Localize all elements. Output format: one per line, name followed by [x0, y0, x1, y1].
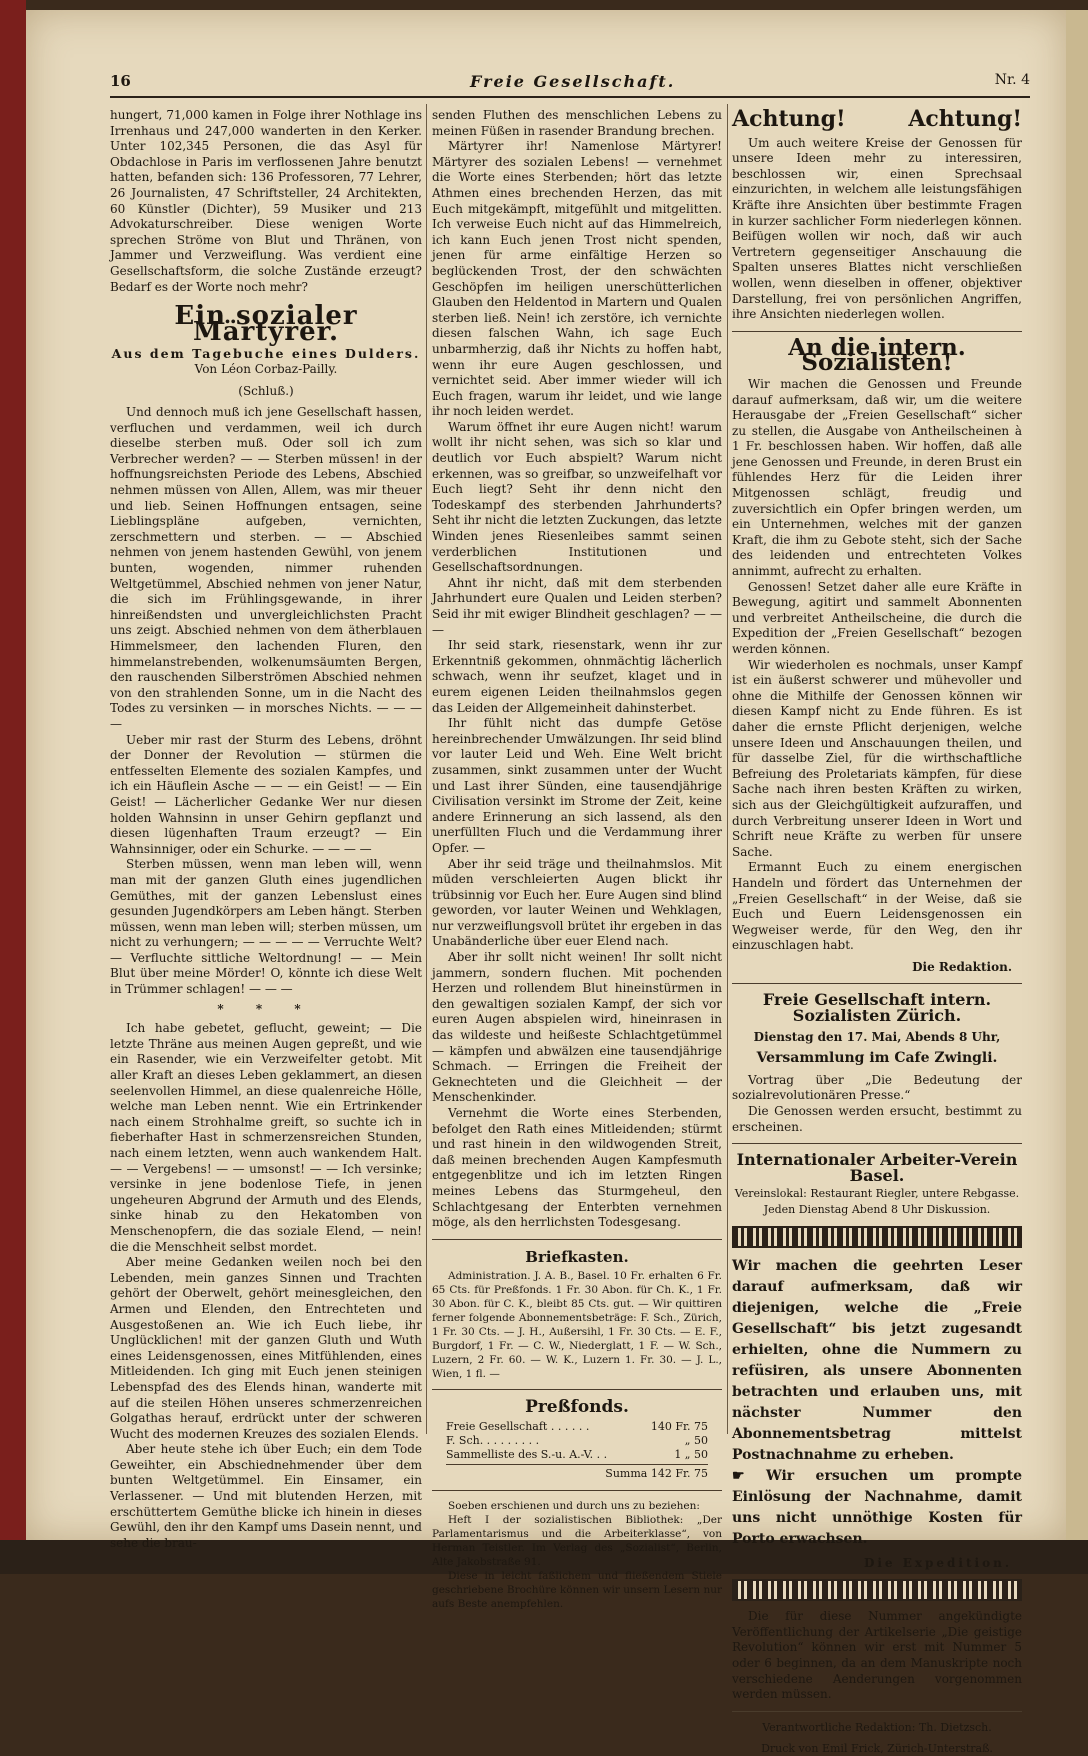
article-paragraph: Und dennoch muß ich jene Gesellschaft hassen, verfluchen und verdammen, weil ich durch dieselbe sterben muß. Oder soll ich zum Verbrecher werden? — — Sterben müssen! in der hoffnungsreichsten Periode des Lebens, Abschied nehmen müssen von Allen, Allem, was mir theuer und lieb. Seinen Hoffnungen entsagen, seine Lieblingspläne aufgeben, vernichten, zerschmettern und sterben. — — Abschied nehmen von jenem hastenden Gewühl, von jenem bunten, wogenden, nimmer ruhenden Weltgetümmel, Abschied nehmen von jener Natur, die sich im Frühlingsgewande, in ihrer hinreißendsten und unvergleichlichsten Pracht uns zeigt. Abschied nehmen von dem ätherblauen Himmelsmeer, den lachenden Fluren, den himmelanstrebenden, wolkenumsäumten Bergen, den rauschenden Silberströmen Abschied nehmen von den strahlenden Sonne, um in die Nacht des Todes zu versinken — in morsches Nichts. — — — —: [110, 405, 422, 731]
section-divider: [432, 1239, 722, 1240]
expedition-signature: Die Expedition.: [863, 1555, 1012, 1570]
column-divider: [727, 104, 728, 1434]
briefkasten-text: Administration. J. A. B., Basel. 10 Fr. erhalten 6 Fr. 65 Cts. für Preßfonds. 1 Fr. 30 Abon. für Ch. K., 1 Fr. 30 Abon. für C. K., bleibt 85 Cts. gut. — Wir quittiren ferner folgende Abonnementsbeträge: F. Sch., Zürich, 1 Fr. 30 Cts. — J. H., Außersihl, 1 Fr. 30 Cts. — E. F., Burgdorf, 1 Fr. — C. W., Niederglatt, 1 F. — W. Sch., Luzern, 2 Fr. 60. — W. K., Luzern 1. Fr. 30. — J. L., Wien, 1 fl. —: [432, 1270, 722, 1381]
article-paragraph: Ahnt ihr nicht, daß mit dem sterbenden Jahrhundert eure Qualen und Leiden sterben? Seid ihr mit ewiger Blindheit geschlagen? — — —: [432, 575, 722, 637]
achtung-heading: [732, 106, 1022, 132]
column-divider: [426, 104, 427, 1434]
article-paragraph: Vernehmt die Worte eines Sterbenden, befolget den Rath eines Mitleidenden; stürmt und rast hinein in den wildwogenden Streit, daß meinen brechenden Augen Kampfesmuth entgegenblitze und ich im letzten Ringen meines Lebens das Sturmgeheul, den Schlachtgesang der Enterbten vernehmen möge, als den herrlichsten Todesgesang.: [432, 1106, 722, 1230]
conclusion-note: (Schluß.): [238, 383, 294, 398]
achtung-right: Achtung!: [908, 106, 1022, 132]
article-paragraph: Märtyrer ihr! Namenlose Märtyrer! Märtyrer des sozialen Lebens! — vernehmet die Worte eines Sterbenden; hört das letzte Athmen eines brechenden Herzen, das mit Euch mitgekämpft, mitgefühlt und mitgelitten. Ich verweise Euch nicht auf das Himmelreich, ich kann Euch jenen Trost nicht spenden, jenen für arme einfältige Herzen so beglückenden Trost, der den schwächten Geschöpfen im heiligen unerschütterlichen Glauben den Heldentod in Martern und Qualen sterben ließ. Nein! ich zerstöre, ich vernichte diesen falschen Wahn, ich sage Euch unbarmherzig, daß ihr Nichts zu hoffen habt, wenn ihr eure Augen geschlossen, und vernichtet seid. Aber immer wieder will ich Euch fragen, warum ihr leidet, und wie lange ihr noch leiden werdet.: [432, 139, 722, 419]
article-paragraph: Aber heute stehe ich über Euch; ein dem Tode Geweihter, ein Abschiednehmender über dem bunten Weltgetümmel. Ein Einsamer, ein Verlassener. — Und mit blutenden Herzen, mit erschüttertem Gemüthe blicke ich hinein in dieses Gewühl, den ihr den Kampf ums Dasein nennt, und sehe die brau-: [110, 1442, 422, 1550]
article-paragraph: Ich habe gebetet, geflucht, geweint; — Die letzte Thräne aus meinen Augen gepreßt, und wie ein Rasender, wie ein Verzweifelter getobt. Mit aller Kraft an dieses Leben geklammert, an diesen seelenvollen Himmel, an diese qualenreiche Hölle, welche man Leben nennt. Wie ein Ertrinkender nach einem Strohhalme greift, so suchte ich in fieberhafter Hast in schmerzensreichen Stunden, nach einem letzten, wenn auch wankendem Halt. — — Vergebens! — — umsonst! — — Ich versinke; versinke in jene bodenlose Tiefe, in jenen ungeheuren Abgrund der Armuth und des Elends, sinke hinab zu den Hekatomben von Menschenopfern, die das soziale Elend, — nein! die die Menschheit selbst mordet.: [110, 1021, 422, 1254]
sozialisten-title: An die intern. Sozialisten!: [788, 333, 966, 377]
section-divider: [732, 331, 1022, 332]
fund-label: F. Sch. . . . . . . . .: [446, 1433, 540, 1447]
basel-event-title: Internationaler Arbeiter-Verein Basel.: [736, 1150, 1018, 1185]
section-divider: [432, 1389, 722, 1390]
column-3: [732, 108, 1022, 1756]
masthead: Freie Gesellschaft.: [470, 72, 676, 91]
article-paragraph: senden Fluthen des menschlichen Lebens zu meinen Füßen in rasender Brandung brechen.: [432, 108, 722, 138]
zurich-event-title: Freie Gesellschaft intern. Sozialisten Zürich.: [762, 990, 992, 1026]
ornamental-border: [732, 1579, 1022, 1601]
basel-event-time: Jeden Dienstag Abend 8 Uhr Diskussion.: [763, 1203, 991, 1216]
zurich-event-meeting: Versammlung im Cafe Zwingli.: [756, 1050, 998, 1067]
fund-amount: 140 Fr. 75: [650, 1419, 708, 1433]
sozialisten-paragraph: Genossen! Setzet daher alle eure Kräfte in Bewegung, agitirt und sammelt Abonnenten und verbreitet Antheilscheine, die durch die Expedition der „Freien Gesellschaft“ bezogen werden können.: [732, 579, 1022, 656]
column-2: [432, 108, 722, 1611]
page-number: 16: [110, 72, 131, 90]
basel-event-local: Vereinslokal: Restaurant Riegler, untere Rebgasse.: [734, 1187, 1020, 1201]
page-header: [110, 72, 1030, 96]
fund-label: Freie Gesellschaft . . . . . .: [446, 1419, 590, 1433]
pressfonds-table: [432, 1420, 722, 1482]
sozialisten-paragraph: Wir wiederholen es nochmals, unser Kampf ist ein äußerst schwerer und mühevoller und ohne die Mithilfe der Genossen können wir diesen Kampf nicht zu Ende führen. Es ist daher die ernste Pflicht derjenigen, welche unsere Ideen und Anschauungen theilen, und für dasselbe Ziel, für die wirthschaftliche Befreiung des Proletariats kämpfen, für diese Sache nach ihren besten Kräften zu wirken, sich aus der Gleichgültigkeit aufzuraffen, und durch Verbreitung unserer Ideen in Wort und Schrift neue Kräfte zu werben für unsere Sache.: [732, 657, 1022, 859]
pressfonds-title: Preßfonds.: [525, 1397, 629, 1418]
asterism: * * *: [217, 1001, 315, 1016]
section-divider: [732, 1143, 1022, 1144]
article-paragraph: Aber meine Gedanken weilen noch bei den Lebenden, mein ganzes Sinnen und Trachten gehört der Oberwelt, gehört meinesgleichen, den Armen und Elenden, den Entrechteten und Ausgestoßenen an. Wie ich Euch liebe, ihr Unglücklichen! mit der ganzen Gluth und Wuth eines Leidensgenossen, eines Mitfühlenden, eines Mitleidenden. Ich ging mit Euch jenen steinigen Lebenspfad des des Elends hinan, wanderte mit auf die steilen Höhen unseres schmerzenreichen Golgathas herauf, erdrückt unter der schweren Wucht des modernen Kreuzes des sozialen Elends.: [110, 1255, 422, 1441]
article-paragraph: Aber ihr sollt nicht weinen! Ihr sollt nicht jammern, sondern fluchen. Mit pochenden Herzen und rollendem Blut hineinstürmen in den gewaltigen sozialen Kampf, der sich vor euren Augen abspielen wird, hineinrasen in das wildeste und heißeste Schlachtgetümmel — kämpfen und abwälzen eine tausendjährige Schmach. — Erringen die Freiheit der Geknechteten und die Gleichheit — der Menschenkinder.: [432, 950, 722, 1105]
section-divider: [732, 1711, 1022, 1712]
ornamental-border: [732, 1226, 1022, 1248]
fund-total: Summa 142 Fr. 75: [446, 1464, 708, 1482]
briefkasten-title: Briefkasten.: [525, 1247, 629, 1266]
fund-row: [446, 1434, 708, 1448]
book-announcement: Heft I der sozialistischen Bibliothek: „Der Parlamentarismus und die Arbeiterklasse“, von Herman Teistler. Im Verlag des „Sozialist“, Berlin, Alte Jakobstraße 91.: [432, 1513, 722, 1568]
book-binding: [0, 0, 26, 1574]
section-divider: [732, 983, 1022, 984]
article-paragraph: Ueber mir rast der Sturm des Lebens, dröhnt der Donner der Revolution — stürmen die entfesselten Elemente des sozialen Kampfes, und ich ein Häuflein Asche — — — ein Geist! — — Ein Geist! — Lächerlicher Gedanke Wer nur diesen holden Wahnsinn in unser Gehirn gepflanzt und diesen lügenhaften Traum erzeugt? — Ein Wahnsinniger, oder ein Schurke. — — — —: [110, 732, 422, 856]
article-title: Ein sozialer Märtyrer.: [174, 301, 358, 347]
fund-row: [446, 1420, 708, 1434]
book-announcement: Soeben erschienen und durch uns zu beziehen:: [448, 1499, 700, 1512]
achtung-text: Um auch weitere Kreise der Genossen für unsere Ideen mehr zu interessiren, beschlossen wir, einen Sprechsaal einzurichten, in welchem alle leistungsfähigen Kräfte ihre Ansichten über bestimmte Fragen in kurzer sachlicher Form niederlegen können. Beifügen wollen wir noch, daß wir auch Vertretern gegenseitiger Anschauung die Spalten unseres Blattes nicht verschließen wollen, wenn dieselben in offener, objektiver Darstellung, frei von persönlichen Angriffen, ihre Ansichten niederlegen wollen.: [732, 135, 1022, 322]
redaktion-signature: Die Redaktion.: [912, 959, 1012, 974]
fund-label: Sammelliste des S.-u. A.-V. . .: [446, 1447, 608, 1461]
imprint-printer: Druck von Emil Frick, Zürich-Unterstraß.: [761, 1741, 993, 1755]
article-paragraph: Ihr fühlt nicht das dumpfe Getöse hereinbrechender Umwälzungen. Ihr seid blind vor lauter Leid und Weh. Eine Welt bricht zusammen, sinkt zusammen unter der Wucht und Last ihrer Sünden, eine tausendjährige Civilisation versinkt im Strome der Zeit, keine andere Erinnerung an sich lassend, als den unerfüllten Fluch und die Verdammung ihrer Opfer. —: [432, 716, 722, 855]
article-paragraph: Warum öffnet ihr eure Augen nicht! warum wollt ihr nicht sehen, was sich so klar und deutlich vor Euch abspielt? Warum nicht erkennen, was so greifbar, so unzweifelhaft vor Euch liegt? Seht ihr denn nicht den Todeskampf des sterbenden Jahrhunderts? Seht ihr nicht die letzten Zuckungen, das letzte Winden jenes Riesenleibes sammt seinen verderblichen Institutionen und Gesellschaftsordnungen.: [432, 419, 722, 575]
imprint-editor: Verantwortliche Redaktion: Th. Dietzsch.: [762, 1720, 992, 1734]
article-paragraph: Aber ihr seid träge und theilnahmslos. Mit müden verschleierten Augen blickt ihr trübsinnig vor Euch her. Eure Augen sind blind geworden, vor lauter Weinen und Wehklagen, nur verzweiflungsvoll brütet ihr ergeben in das Unabänderliche über euer Elend nach.: [432, 856, 722, 949]
article-paragraph: Ihr seid stark, riesenstark, wenn ihr zur Erkenntniß gekommen, ohnmächtig lächerlich schwach, wenn ihr seufzet, klaget und in eurem eigenen Leiden theilnahmslos gegen das Leiden der Allgemeinheit dahinsterbet.: [432, 638, 722, 715]
payment-notice: ☛ Wir ersuchen um prompte Einlösung der Nachnahme, damit uns nicht unnöthige Kosten für Porto erwachsen.: [732, 1467, 1022, 1547]
intro-paragraph: hungert, 71,000 kamen in Folge ihrer Nothlage ins Irrenhaus und 247,000 wanderten in den Kerker. Unter 102,345 Personen, die das Asyl für Obdachlose in Paris im verflossenen Jahre benutzt hatten, befanden sich: 136 Professoren, 77 Lehrer, 26 Journalisten, 47 Schriftsteller, 24 Architekten, 60 Künstler (Dichter), 59 Musiker und 213 Advokaturschreiber. Diese wenigen Worte sprechen Ströme von Blut und Thränen, von Jammer und Verzweiflung. Was verdient eine Gesellschaftsform, die solche Zustände erzeugt? Bedarf es der Worte noch mehr?: [110, 108, 422, 294]
section-divider: [432, 1490, 722, 1491]
column-1: [110, 108, 422, 1551]
fund-amount: 1 „ 50: [674, 1447, 708, 1461]
article-paragraph: Sterben müssen, wenn man leben will, wenn man mit der ganzen Gluth eines jugendlichen Gemüthes, mit der ganzen Lebenslust eines gesunden Jugendkörpers am Leben hängt. Sterben müssen, wenn man leben will; sterben müssen, um nicht zu verhungern; — — — — — Verruchte Welt? — Verfluchte sittliche Weltordnung! — — Mein Blut über meine Mörder! O, könnte ich diese Welt in Trümmer schlagen! — — —: [110, 857, 422, 997]
fund-amount: „ 50: [684, 1433, 708, 1447]
zurich-event-talk: Vortrag über „Die Bedeutung der sozialrevolutionären Presse.“: [732, 1072, 1022, 1103]
fund-row: [446, 1448, 708, 1462]
zurich-event-date: Dienstag den 17. Mai, Abends 8 Uhr,: [753, 1029, 1001, 1044]
book-announcement: Diese in leicht faßlichem und fließendem Stiele geschriebene Brochüre können wir unsern Lesern nur aufs Beste anempfehlen.: [432, 1569, 722, 1610]
article-subtitle: Aus dem Tagebuche eines Dulders.: [111, 346, 421, 362]
article-byline: Von Léon Corbaz-Pailly.: [194, 361, 338, 376]
issue-number: Nr. 4: [994, 72, 1030, 88]
subscription-notice: Wir machen die geehrten Leser darauf aufmerksam, daß wir diejenigen, welche die „Freie Gesellschaft“ bis jetzt zugesandt erhielten, ohne die Nummern zu refüsiren, als unsere Abonnenten betrachten und erlauben uns, mit nächster Nummer den Abonnementsbetrag mittelst Postnachnahme zu erheben.: [732, 1257, 1022, 1463]
zurich-event-note: Die Genossen werden ersucht, bestimmt zu erscheinen.: [732, 1104, 1022, 1134]
sozialisten-paragraph: Wir machen die Genossen und Freunde darauf aufmerksam, daß wir, um die weitere Herausgabe der „Freien Gesellschaft“ sicher zu stellen, die Ausgabe von Antheilscheinen à 1 Fr. beschlossen haben. Wir hoffen, daß alle jene Genossen und Freunde, in deren Brust ein fühlendes Herz für die Leiden ihrer Mitgenossen schlägt, freudig und zuversichtlich ein Opfer bringen werden, um ein Unternehmen, welches mit der ganzen Kraft, die ihm zu Gebote steht, sich der Sache des leidenden und entrechteten Volkes annimmt, aufrecht zu erhalten.: [732, 376, 1022, 579]
sozialisten-paragraph: Ermannt Euch zu einem energischen Handeln und fördert das Unternehmen der „Freien Gesellschaft“ in der Weise, daß sie Euch und Euern Leidensgenossen ein Wegweiser werde, für den Weg, den ihr einzuschlagen habt.: [732, 860, 1022, 953]
achtung-left: Achtung!: [732, 106, 846, 132]
header-rule: [110, 96, 1030, 98]
revolution-note: Die für diese Nummer angekündigte Veröffentlichung der Artikelserie „Die geistige Revolution“ können wir erst mit Nummer 5 oder 6 beginnen, da an dem Manuskripte noch verschiedene Aenderungen vorgenommen werden müssen.: [732, 1609, 1022, 1702]
